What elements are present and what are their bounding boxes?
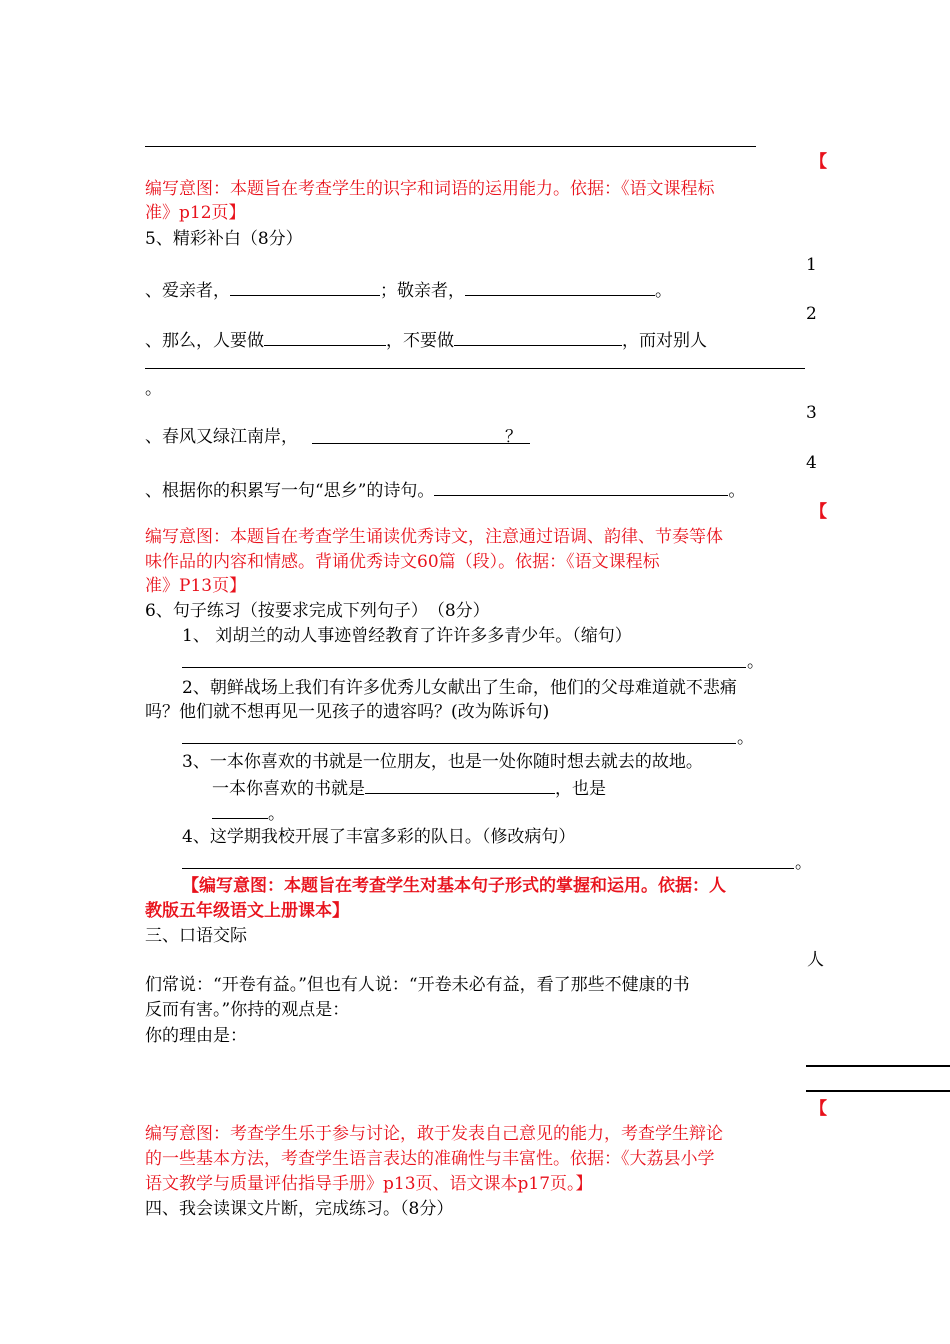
paragraph-text: 们常说：“开卷有益。”但也有人说：“开卷未必有益，看了那些不健康的书: [145, 975, 690, 995]
item-number: 4: [806, 453, 817, 473]
blank-field[interactable]: [465, 277, 655, 296]
fill-blank-item: [145, 277, 672, 303]
sentence-item: 2、朝鲜战场上我们有许多优秀儿女献出了生命，他们的父母难道就不悲痛: [182, 678, 737, 698]
section-title: 四、我会读课文片断，完成练习。（8分）: [145, 1199, 454, 1219]
paragraph-text: 你的理由是：: [145, 1026, 247, 1046]
answer-line[interactable]: [182, 667, 746, 668]
question-title: 6、句子练习（按要求完成下列句子） （8分）: [145, 601, 490, 621]
item-text: 。: [737, 728, 754, 748]
item-text: 。: [655, 281, 672, 301]
item-number: 3: [806, 403, 817, 423]
intent-text: 的一些基本方法，考查学生语言表达的准确性与丰富性。依据：《大荔县小学: [145, 1149, 715, 1169]
fill-blank-item: [212, 800, 285, 826]
answer-line[interactable]: [806, 1090, 950, 1092]
item-text: 、春风又绿江南岸，: [145, 427, 298, 447]
intent-text: 味作品的内容和情感。背诵优秀诗文60篇（段）。依据：《语文课程标: [145, 552, 660, 572]
fill-blank-item: [212, 775, 606, 801]
intent-text: 编写意图：本题旨在考查学生诵读优秀诗文，注意通过语调、韵律、节奏等体: [145, 527, 723, 547]
blank-field[interactable]: [212, 800, 268, 819]
item-text: 一本你喜欢的书就是: [212, 779, 365, 799]
blank-field[interactable]: [312, 425, 530, 447]
answer-line: [145, 146, 756, 147]
item-text: 。: [268, 804, 285, 824]
item-text: ，而对别人: [622, 331, 707, 351]
paragraph-text: 人: [807, 950, 824, 970]
bracket-mark: 【: [810, 1099, 827, 1119]
sentence-item: 4、这学期我校开展了丰富多彩的队日。（修改病句）: [182, 827, 576, 847]
fill-blank-item: [145, 327, 707, 353]
answer-line[interactable]: [182, 868, 794, 869]
item-text: 、爱亲者，: [145, 281, 230, 301]
intent-text: 编写意图：本题旨在考查学生的识字和词语的运用能力。依据：《语文课程标: [145, 179, 715, 199]
question-title: 5、精彩补白（8分）: [145, 229, 303, 249]
item-text: ？: [505, 427, 522, 447]
sentence-item: 1、 刘胡兰的动人事迹曾经教育了许许多多青少年。（缩句）: [182, 626, 632, 646]
intent-text: 【编写意图：本题旨在考查学生对基本句子形式的掌握和运用。依据：人: [182, 876, 726, 896]
intent-text: 准》p12页】: [145, 203, 246, 223]
bracket-mark: 【: [810, 502, 827, 522]
bracket-mark: 【: [810, 152, 827, 172]
paragraph-text: 反而有害。”你持的观点是：: [145, 1000, 350, 1020]
fill-blank-item: [145, 477, 745, 503]
item-text: 。: [728, 481, 746, 501]
blank-field[interactable]: [264, 327, 386, 346]
item-number: 1: [806, 255, 817, 275]
sentence-item: 3、一本你喜欢的书就是一位朋友，也是一处你随时想去就去的故地。: [182, 752, 703, 772]
answer-line[interactable]: [806, 1065, 950, 1067]
item-text: ，也是: [555, 779, 606, 799]
blank-field[interactable]: [454, 327, 622, 346]
sentence-item: 吗？他们就不想再见一见孩子的遗容吗？(改为陈诉句): [145, 702, 550, 722]
item-text: 。: [145, 379, 162, 399]
fill-blank-item: [145, 425, 530, 449]
item-text: ；敬亲者，: [380, 281, 465, 301]
item-text: 、根据你的积累写一句“思乡”的诗句。: [145, 481, 435, 501]
answer-line[interactable]: [145, 368, 805, 369]
intent-text: 编写意图：考查学生乐于参与讨论，敢于发表自己意见的能力，考查学生辩论: [145, 1124, 723, 1144]
intent-text: 准》P13页】: [145, 576, 247, 596]
intent-text: 教版五年级语文上册课本】: [145, 901, 349, 921]
item-text: 。: [795, 853, 812, 873]
blank-field[interactable]: [434, 477, 728, 496]
item-text: ，不要做: [386, 331, 454, 351]
item-text: 、那么，人要做: [145, 331, 264, 351]
blank-field[interactable]: [365, 775, 555, 794]
intent-text: 语文教学与质量评估指导手册》p13页、语文课本p17页。】: [145, 1174, 593, 1194]
answer-line[interactable]: [182, 743, 736, 744]
item-text: 。: [747, 652, 764, 672]
item-number: 2: [806, 304, 817, 324]
section-title: 三、口语交际: [145, 926, 247, 946]
blank-field[interactable]: [230, 277, 380, 296]
